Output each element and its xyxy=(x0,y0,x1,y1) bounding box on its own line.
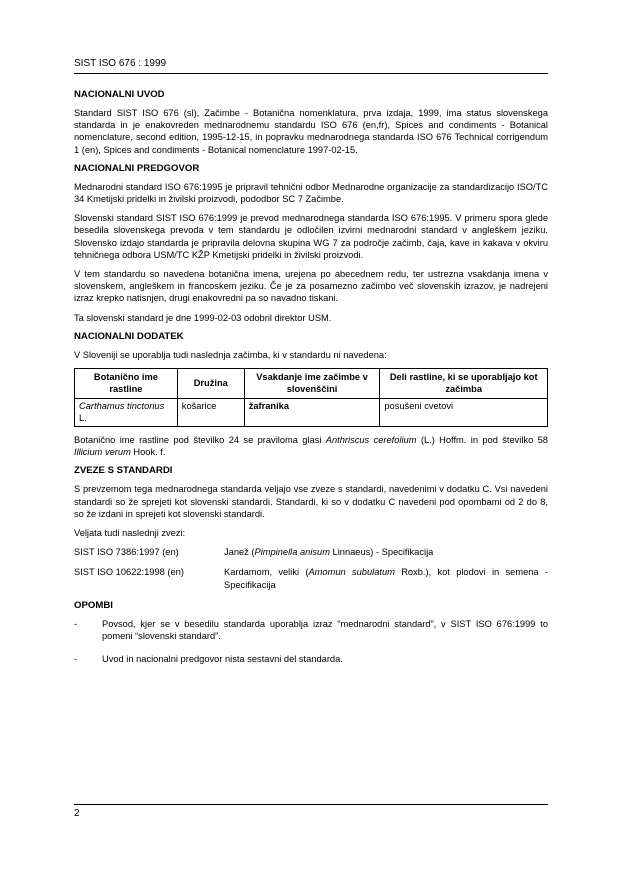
paragraph: Mednarodni standard ISO 676:1995 je pripravil tehnični odbor Mednarodne organizacije za standardizacijo ISO/TC 34 Kmetijski pridelki in živilski proizvodi, pododbor SC 7 Začimbe. xyxy=(74,181,548,205)
reference-list xyxy=(74,546,548,591)
note-item xyxy=(74,618,548,642)
column-header: Deli rastline, ki se uporabljajo kot začimba xyxy=(380,369,548,399)
section-nacionalni-dodatek xyxy=(74,331,548,459)
reference-title xyxy=(224,566,548,590)
cell-family: košarice xyxy=(177,399,244,427)
botanical-author: L. xyxy=(79,412,87,423)
text-run: (L.) Hoffm. in pod številko 58 xyxy=(416,435,548,446)
section-title: ZVEZE S STANDARDI xyxy=(74,465,173,477)
running-header: SIST ISO 676 : 1999 xyxy=(74,58,167,69)
paragraph: Ta slovenski standard je dne 1999-02-03 odobril direktor USM. xyxy=(74,312,332,323)
botanical-name-italic: Carthamus tinctorius xyxy=(79,401,165,412)
paragraph: Veljata tudi naslednji zvezi: xyxy=(74,528,186,539)
document-body xyxy=(74,89,548,676)
paragraph: S prevzemom tega mednarodnega standarda veljajo vse zveze s standardi, navedenimi v dodatku C. Vsi navedeni standardi so že sprejeti kot slovenski standardi. Standardi, ki so v dodatku C navedeni pod opombami od 2 do 8, so že izdani in sprejeti kot slovenski standardi. xyxy=(74,484,548,519)
text-run: Janež ( xyxy=(224,547,255,558)
cell-botanical-name xyxy=(75,399,178,427)
table-row xyxy=(75,399,548,427)
text-run: Botanično ime rastline pod številko 24 se praviloma glasi xyxy=(74,435,326,446)
paragraph: V Sloveniji se uporablja tudi naslednja začimba, ki v standardu ni navedena: xyxy=(74,349,387,360)
paragraph: V tem standardu so navedena botanična imena, urejena po abecednem redu, ter ustrezna vsakdanja imena v slovenskem, angleškem in francoskem jeziku. Če je za posamezno začimbo več slovenskih izrazov, je nadrejeni izraz krepko natisnjen, drugi enakovredni pa so navadno tiskani. xyxy=(74,269,548,304)
paragraph: Standard SIST ISO 676 (sl), Začimbe - Botanična nomenklatura, prva izdaja, 1999, ima status slovenskega standarda in je enakovreden mednarodnemu standardu ISO 676 (en,fr), Spices and condiments - Botanical nomenclature, second edition, 1995-12-15, in popravku mednarodnega standarda ISO 676 Technical corrigendum 1 (en), Spices and condiments - Botanical nomenclature 1997-02-15. xyxy=(74,108,548,155)
reference-title xyxy=(224,546,548,558)
table-header-row xyxy=(75,369,548,399)
paragraph xyxy=(74,434,548,458)
cell-common-name: žafranika xyxy=(244,399,380,427)
note-text: Povsod, kjer se v besedilu standarda uporablja izraz “mednarodni standard”, v SIST ISO 676:1999 to pomeni “slovenski standard”. xyxy=(102,618,548,642)
text-run: Kardamom, veliki ( xyxy=(224,567,309,578)
italic-run: Illicium verum xyxy=(74,447,131,458)
reference-code: SIST ISO 7386:1997 (en) xyxy=(74,547,179,558)
column-header: Družina xyxy=(177,369,244,399)
section-opombi xyxy=(74,600,548,666)
note-item xyxy=(74,653,548,665)
text-run: Hook. f. xyxy=(130,447,166,458)
section-zveze-s-standardi xyxy=(74,465,548,590)
section-title: OPOMBI xyxy=(74,599,113,611)
header-rule xyxy=(74,73,548,74)
section-nacionalni-uvod xyxy=(74,89,548,156)
section-title: NACIONALNI PREDGOVOR xyxy=(74,162,200,174)
column-header: Vsakdanje ime začimbe v slovenščini xyxy=(244,369,380,399)
footer-rule xyxy=(74,804,548,805)
document-page xyxy=(74,0,548,877)
cell-plant-parts: posušeni cvetovi xyxy=(380,399,548,427)
italic-run: Anthriscus cerefolium xyxy=(325,435,417,446)
column-header: Botanično ime rastline xyxy=(75,369,178,399)
text-run: Roxb.), kot plodovi in semena - Specifikacija xyxy=(224,567,549,590)
text-run: Linnaeus) - Specifikacija xyxy=(329,547,434,558)
italic-run: Pimpinella anisum xyxy=(254,547,330,558)
note-text: Uvod in nacionalni predgovor nista sestavni del standarda. xyxy=(102,654,343,665)
spice-table xyxy=(74,368,548,427)
section-nacionalni-predgovor xyxy=(74,163,548,324)
note-dash: - xyxy=(74,618,78,629)
paragraph: Slovenski standard SIST ISO 676:1999 je prevod mednarodnega standarda ISO 676:1995. V primeru spora glede besedila slovenskega prevoda v tem standardu je odločilen izvirni mednarodni standard v angleškem jeziku. Slovensko izdajo standarda je pripravila delovna skupina WG 7 za področje začimb, čaja, kave in kakava v okviru tehničnega odbora USM/TC KŽP Kmetijski pridelki in živilski proizvodi. xyxy=(74,213,548,260)
section-title: NACIONALNI DODATEK xyxy=(74,330,184,342)
page-number: 2 xyxy=(74,808,80,819)
reference-code: SIST ISO 10622:1998 (en) xyxy=(74,567,184,578)
italic-run: Amomun subulatum xyxy=(308,567,395,578)
section-title: NACIONALNI UVOD xyxy=(74,89,165,100)
note-dash: - xyxy=(74,654,78,665)
